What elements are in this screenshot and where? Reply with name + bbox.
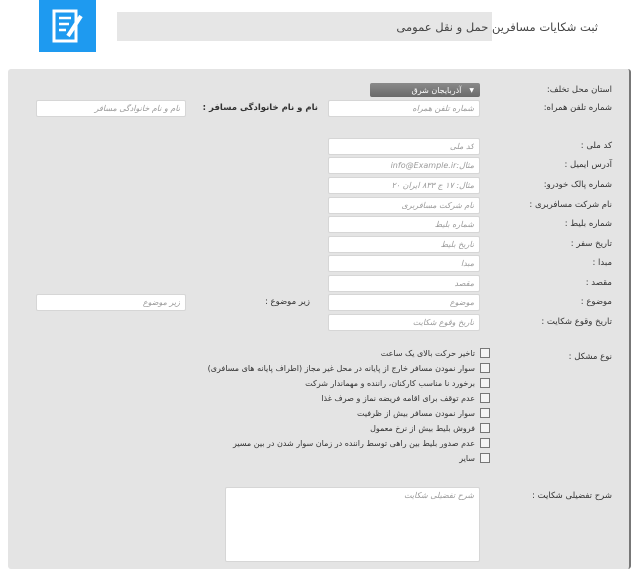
destination-label: مقصد : bbox=[585, 278, 612, 288]
problem-type-option-label: فروش بلیط بیش از نرخ معمول bbox=[370, 423, 475, 433]
problem-type-option[interactable] bbox=[357, 408, 490, 418]
email-input[interactable] bbox=[328, 157, 480, 174]
incident-date-label: تاریخ وقوع شکایت : bbox=[541, 317, 612, 327]
subsubject-input[interactable] bbox=[36, 294, 186, 311]
phone-label: شماره تلفن همراه: bbox=[543, 103, 612, 113]
email-label: آدرس ایمیل : bbox=[564, 160, 612, 170]
name-label: نام و نام خانوادگی مسافر : bbox=[202, 103, 318, 113]
checkbox[interactable] bbox=[480, 423, 490, 433]
problem-type-option[interactable] bbox=[233, 438, 490, 448]
checkbox[interactable] bbox=[480, 438, 490, 448]
travel-date-label: تاریخ سفر : bbox=[570, 239, 612, 249]
origin-label: مبدا : bbox=[592, 258, 612, 268]
details-textarea[interactable] bbox=[225, 487, 480, 562]
plate-input[interactable] bbox=[328, 177, 480, 194]
phone-input[interactable] bbox=[328, 100, 480, 117]
ticket-input[interactable] bbox=[328, 216, 480, 233]
details-label: شرح تفضیلی شکایت : bbox=[532, 491, 612, 501]
checkbox[interactable] bbox=[480, 408, 490, 418]
problem-type-option[interactable] bbox=[381, 348, 490, 358]
problem-type-option-label: تاخیر حرکت بالای یک ساعت bbox=[380, 348, 475, 358]
problem-type-option-label: سوار نمودن مسافر خارج از پایانه در محل غیر مجاز (اطراف پایانه های مسافری) bbox=[207, 363, 475, 373]
checkbox[interactable] bbox=[480, 348, 490, 358]
problem-type-option[interactable] bbox=[208, 363, 490, 373]
national-code-label: کد ملی : bbox=[580, 141, 612, 151]
problem-type-option-label: برخورد نا مناسب کارکنان، راننده و مهماندار شرکت bbox=[305, 378, 475, 388]
checkbox[interactable] bbox=[480, 378, 490, 388]
travel-date-input[interactable] bbox=[328, 236, 480, 253]
problem-type-option[interactable] bbox=[370, 423, 490, 433]
province-label: استان محل تخلف: bbox=[546, 85, 612, 95]
national-code-input[interactable] bbox=[328, 138, 480, 155]
problem-type-option-label: سوار نمودن مسافر بیش از ظرفیت bbox=[357, 408, 475, 418]
checkbox[interactable] bbox=[480, 363, 490, 373]
problem-type-option-label: عدم صدور بلیط بین راهی توسط راننده در زمان سوار شدن در بین مسیر bbox=[232, 438, 475, 448]
problem-type-option[interactable] bbox=[321, 393, 490, 403]
origin-input[interactable] bbox=[328, 255, 480, 272]
subject-label: موضوع : bbox=[580, 297, 612, 307]
plate-label: شماره پالک خودرو: bbox=[543, 180, 612, 190]
name-input[interactable] bbox=[36, 100, 186, 117]
subject-input[interactable] bbox=[328, 294, 480, 311]
incident-date-input[interactable] bbox=[328, 314, 480, 331]
problem-type-option-label: عدم توقف برای اقامه فریضه نماز و صرف غذا bbox=[321, 393, 475, 403]
province-value: آذربایجان شرق bbox=[411, 85, 462, 95]
edit-form-icon bbox=[51, 8, 85, 44]
ticket-label: شماره بلیط : bbox=[564, 219, 612, 229]
problem-type-option-label: سایر bbox=[459, 453, 475, 463]
problem-type-option[interactable] bbox=[459, 453, 490, 463]
logo bbox=[39, 0, 96, 52]
subsubject-label: زیر موضوع : bbox=[264, 297, 310, 307]
checkbox[interactable] bbox=[480, 453, 490, 463]
company-label: نام شرکت مسافربری : bbox=[529, 200, 612, 210]
page-title: ثبت شکایات مسافرین حمل و نقل عمومی bbox=[396, 20, 598, 34]
checkbox[interactable] bbox=[480, 393, 490, 403]
province-select[interactable] bbox=[370, 83, 480, 97]
problem-type-label: نوع مشکل : bbox=[568, 352, 612, 362]
dropdown-arrow-icon: ▼ bbox=[469, 86, 474, 94]
problem-type-option[interactable] bbox=[305, 378, 490, 388]
destination-input[interactable] bbox=[328, 275, 480, 292]
company-input[interactable] bbox=[328, 197, 480, 214]
